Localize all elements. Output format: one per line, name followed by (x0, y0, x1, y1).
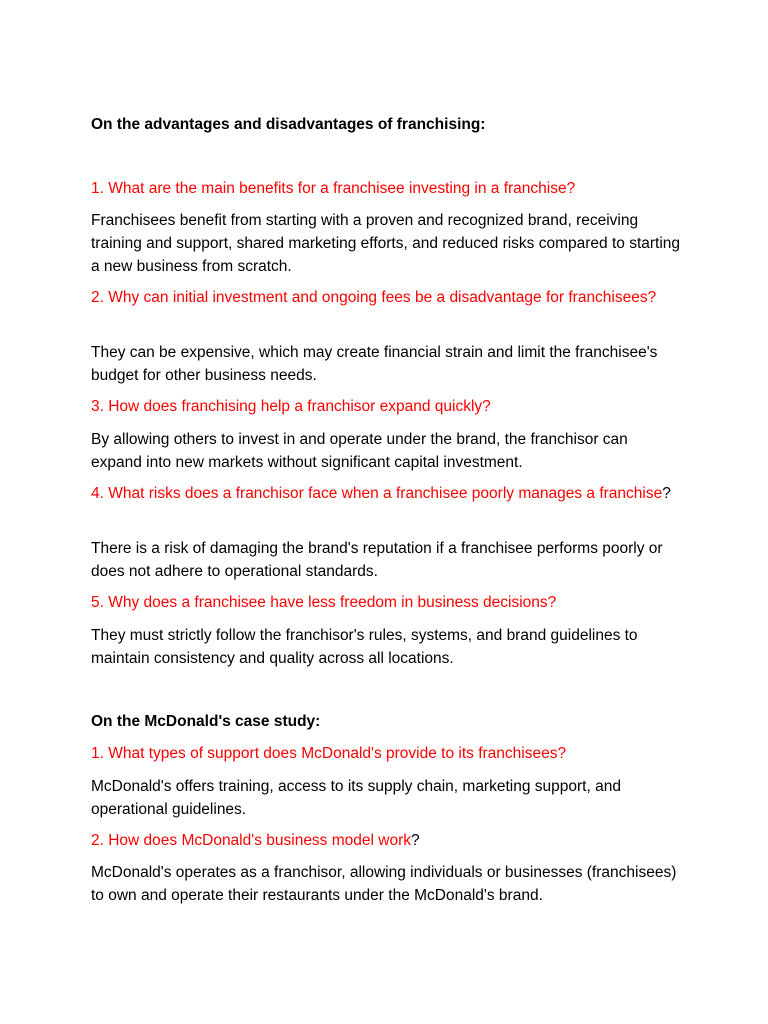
answer-4: There is a risk of damaging the brand's reputation if a franchisee performs poorly or does not adhere to operational standards. (91, 540, 663, 580)
question-1: 1. What are the main benefits for a franchisee investing in a franchise? (91, 180, 576, 197)
mcd-question-2-mark: ? (411, 832, 420, 849)
section-heading-mcdonalds: On the McDonald's case study: (91, 713, 321, 730)
answer-2: They can be expensive, which may create financial strain and limit the franchisee's budget for other business needs. (91, 344, 658, 384)
answer-5: They must strictly follow the franchisor's rules, systems, and brand guidelines to maintain consistency and quality across all locations. (91, 627, 638, 667)
mcd-answer-2: McDonald's operates as a franchisor, allowing individuals or businesses (franchisees) to own and operate their restaurants under the McDonald's brand. (91, 864, 677, 904)
question-4-mark: ? (662, 485, 671, 502)
question-4-text: 4. What risks does a franchisor face when a franchisee poorly manages a franchise (91, 485, 663, 502)
mcd-question-2-text: 2. How does McDonald's business model work (91, 832, 411, 849)
question-2: 2. Why can initial investment and ongoing fees be a disadvantage for franchisees? (91, 289, 657, 306)
mcd-answer-1: McDonald's offers training, access to its supply chain, marketing support, and operational guidelines. (91, 778, 621, 818)
answer-3: By allowing others to invest in and operate under the brand, the franchisor can expand into new markets without significant capital investment. (91, 431, 628, 471)
question-5: 5. Why does a franchisee have less freedom in business decisions? (91, 594, 557, 611)
mcd-question-2 (91, 829, 681, 852)
answer-1: Franchisees benefit from starting with a proven and recognized brand, receiving training and support, shared marketing efforts, and reduced risks compared to starting a new business from scratch. (91, 212, 681, 275)
question-4 (91, 482, 681, 505)
question-3: 3. How does franchising help a franchisor expand quickly? (91, 398, 491, 415)
mcd-question-1: 1. What types of support does McDonald's provide to its franchisees? (91, 745, 567, 762)
section-heading-franchising: On the advantages and disadvantages of franchising: (91, 116, 486, 133)
